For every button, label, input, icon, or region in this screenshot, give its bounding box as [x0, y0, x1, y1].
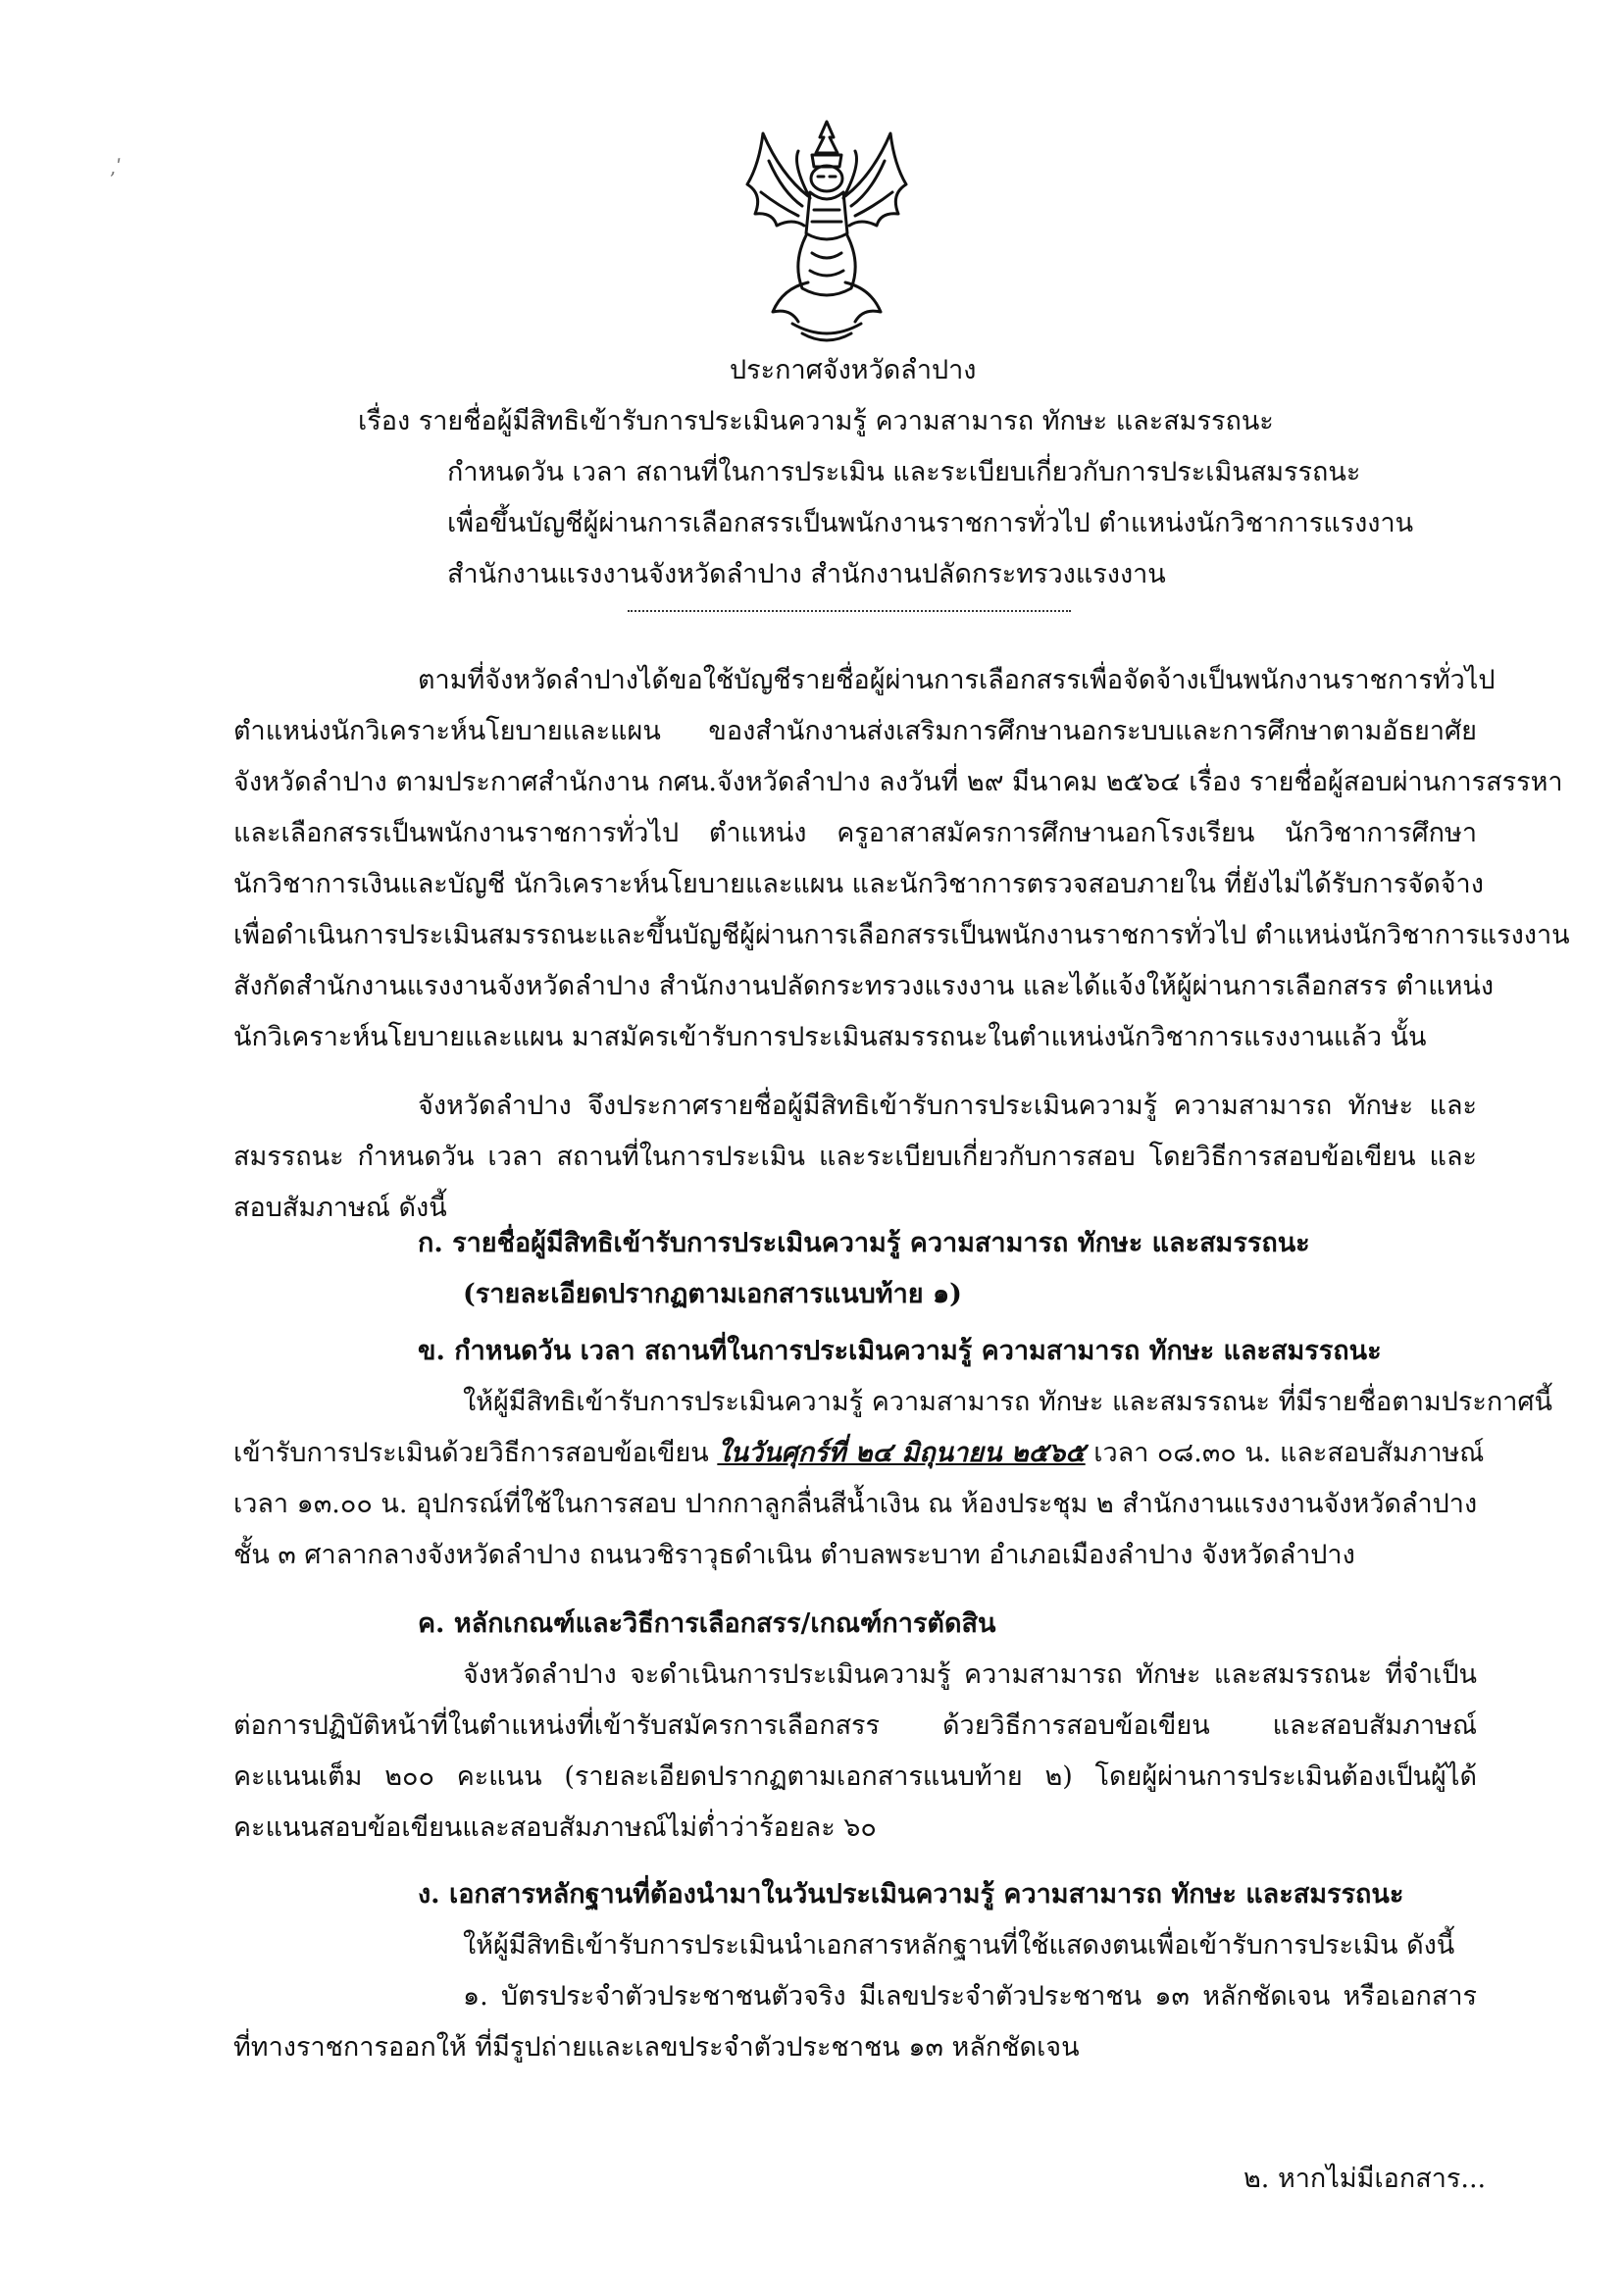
separator-dotted-line — [628, 610, 1071, 612]
exam-date: ในวันศุกร์ที่ ๒๔ มิถุนายน ๒๕๖๕ — [717, 1438, 1086, 1468]
garuda-emblem-icon — [734, 116, 920, 351]
announcement-title: ประกาศจังหวัดลำปาง — [730, 355, 977, 385]
para1-line-5: นักวิชาการเงินและบัญชี นักวิเคราะห์นโยบายและแผน และนักวิชาการตรวจสอบภายใน ที่ยังไม่ได้รับการจัดจ้าง — [233, 869, 1484, 899]
para1-line-3: จังหวัดลำปาง ตามประกาศสำนักงาน กศน.จังหวัดลำปาง ลงวันที่ ๒๙ มีนาคม ๒๕๖๔ เรื่อง รายชื่อผู้สอบผ่านการสรรหา — [233, 767, 1563, 797]
section-d-item-1a: ๑. บัตรประจำตัวประชาชนตัวจริง มีเลขประจำตัวประชาชน ๑๓ หลักชัดเจน หรือเอกสาร — [463, 1981, 1477, 2012]
para1-line-2: ตำแหน่งนักวิเคราะห์นโยบายและแผน ของสำนักงานส่งเสริมการศึกษานอกระบบและการศึกษาตามอัธยาศัย — [233, 716, 1477, 746]
para1-line-8: นักวิเคราะห์นโยบายและแผน มาสมัครเข้ารับการประเมินสมรรถนะในตำแหน่งนักวิชาการแรงงานแล้ว นั้น — [233, 1022, 1427, 1052]
para1-line-6: เพื่อดำเนินการประเมินสมรรถนะและขึ้นบัญชีผู้ผ่านการเลือกสรรเป็นพนักงานราชการทั่วไป ตำแหน่งนักวิชาการแรงงาน — [233, 920, 1570, 950]
subject-line-1: เรื่อง รายชื่อผู้มีสิทธิเข้ารับการประเมินความรู้ ความสามารถ ทักษะ และสมรรถนะ — [358, 406, 1274, 436]
section-b-line-3: เวลา ๑๓.๐๐ น. อุปกรณ์ที่ใช้ในการสอบ ปากกาลูกลื่นสีน้ำเงิน ณ ห้องประชุม ๒ สำนักงานแรงงานจังหวัดลำปาง — [233, 1489, 1478, 1519]
scan-mark: ,ʹ — [110, 155, 122, 178]
section-d-item-1b: ที่ทางราชการออกให้ ที่มีรูปถ่ายและเลขประจำตัวประชาชน ๑๓ หลักชัดเจน — [233, 2032, 1080, 2063]
subject-line-4: สำนักงานแรงงานจังหวัดลำปาง สำนักงานปลัดกระทรวงแรงงาน — [447, 559, 1166, 589]
section-b-line-4: ชั้น ๓ ศาลากลางจังหวัดลำปาง ถนนวชิราวุธดำเนิน ตำบลพระบาท อำเภอเมืองลำปาง จังหวัดลำปาง — [233, 1540, 1355, 1570]
section-a-sub: (รายละเอียดปรากฏตามเอกสารแนบท้าย ๑) — [463, 1279, 962, 1309]
section-c-heading: ค. หลักเกณฑ์และวิธีการเลือกสรร/เกณฑ์การตัดสิน — [418, 1608, 996, 1639]
section-c-line-4: คะแนนสอบข้อเขียนและสอบสัมภาษณ์ไม่ต่ำว่าร้อยละ ๖๐ — [233, 1812, 877, 1843]
para2-line-2: สมรรถนะ กำหนดวัน เวลา สถานที่ในการประเมิน และระเบียบเกี่ยวกับการสอบ โดยวิธีการสอบข้อเขียน และ — [233, 1142, 1477, 1172]
section-a-heading: ก. รายชื่อผู้มีสิทธิเข้ารับการประเมินความรู้ ความสามารถ ทักษะ และสมรรถนะ — [418, 1228, 1310, 1258]
para1-line-4: และเลือกสรรเป็นพนักงานราชการทั่วไป ตำแหน่ง ครูอาสาสมัครการศึกษานอกโรงเรียน นักวิชาการศึกษา — [233, 818, 1477, 848]
section-b-line-1: ให้ผู้มีสิทธิเข้ารับการประเมินความรู้ ความสามารถ ทักษะ และสมรรถนะ ที่มีรายชื่อตามประกาศนี้ — [463, 1387, 1552, 1417]
section-b-line-2: เข้ารับการประเมินด้วยวิธีการสอบข้อเขียน ในวันศุกร์ที่ ๒๔ มิถุนายน ๒๕๖๕ เวลา ๐๘.๓๐ น. และสอบสัมภาษณ์ — [233, 1438, 1485, 1468]
para1-line-1: ตามที่จังหวัดลำปางได้ขอใช้บัญชีรายชื่อผู้ผ่านการเลือกสรรเพื่อจัดจ้างเป็นพนักงานราชการทั่วไป — [418, 665, 1496, 695]
subject-line-3: เพื่อขึ้นบัญชีผู้ผ่านการเลือกสรรเป็นพนักงานราชการทั่วไป ตำแหน่งนักวิชาการแรงงาน — [447, 508, 1414, 538]
section-c-line-3: คะแนนเต็ม ๒๐๐ คะแนน (รายละเอียดปรากฏตามเอกสารแนบท้าย ๒) โดยผู้ผ่านการประเมินต้องเป็นผู้ได้ — [233, 1761, 1477, 1792]
section-c-line-1: จังหวัดลำปาง จะดำเนินการประเมินความรู้ ความสามารถ ทักษะ และสมรรถนะ ที่จำเป็น — [463, 1659, 1477, 1690]
section-d-heading: ง. เอกสารหลักฐานที่ต้องนำมาในวันประเมินความรู้ ความสามารถ ทักษะ และสมรรถนะ — [418, 1879, 1404, 1910]
para2-line-1: จังหวัดลำปาง จึงประกาศรายชื่อผู้มีสิทธิเข้ารับการประเมินความรู้ ความสามารถ ทักษะ และ — [418, 1091, 1477, 1121]
section-d-line-1: ให้ผู้มีสิทธิเข้ารับการประเมินนำเอกสารหลักฐานที่ใช้แสดงตนเพื่อเข้ารับการประเมิน ดังนี้ — [463, 1930, 1455, 1961]
subject-line-2: กำหนดวัน เวลา สถานที่ในการประเมิน และระเบียบเกี่ยวกับการประเมินสมรรถนะ — [447, 457, 1361, 487]
continuation-note: ๒. หากไม่มีเอกสาร... — [1243, 2164, 1487, 2194]
section-b-heading: ข. กำหนดวัน เวลา สถานที่ในการประเมินความรู้ ความสามารถ ทักษะ และสมรรถนะ — [418, 1336, 1382, 1366]
section-c-line-2: ต่อการปฏิบัติหน้าที่ในตำแหน่งที่เข้ารับสมัครการเลือกสรร ด้วยวิธีการสอบข้อเขียน และสอบสัมภาษณ์ — [233, 1710, 1477, 1741]
para1-line-7: สังกัดสำนักงานแรงงานจังหวัดลำปาง สำนักงานปลัดกระทรวงแรงงาน และได้แจ้งให้ผู้ผ่านการเลือกสรร ตำแหน่ง — [233, 971, 1495, 1001]
para2-line-3: สอบสัมภาษณ์ ดังนี้ — [233, 1193, 447, 1223]
